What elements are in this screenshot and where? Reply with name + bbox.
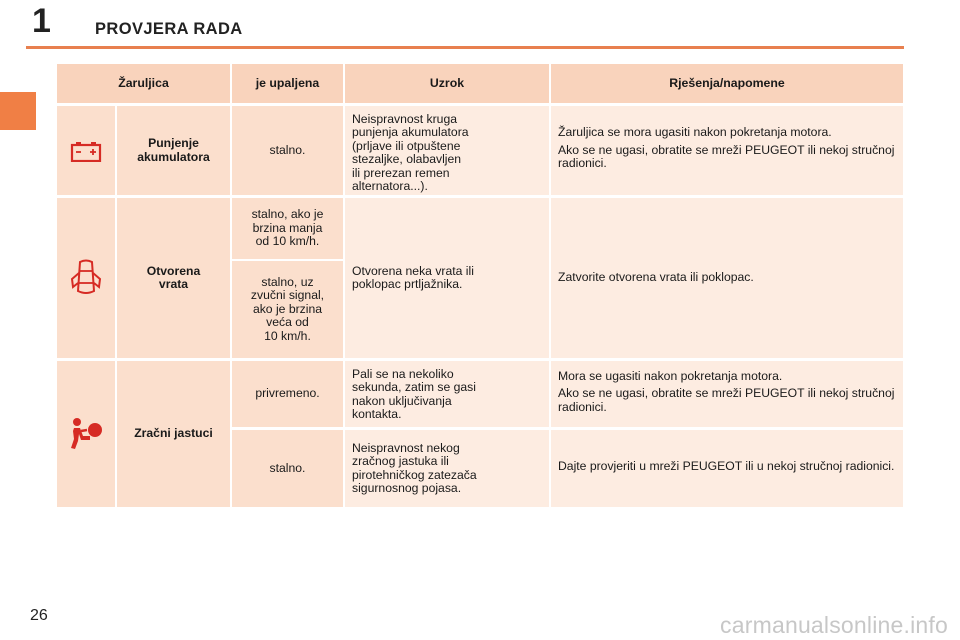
- solution-text: Ako se ne ugasi, obratite se mreži PEUGEOT ili nekoj stručnoj radionici.: [558, 386, 895, 414]
- row-cause-battery-charge: Neispravnost kruga punjenja akumulatora (prljave ili otpuštene stezaljke, olabavljen ili prerezan remen alternatora...).: [345, 106, 549, 195]
- chapter-tab-marker: [0, 92, 36, 130]
- chapter-number: 1: [32, 2, 51, 40]
- row-solutions-airbags-temporary: [551, 361, 903, 427]
- row-cause-open-doors: Otvorena neka vrata ili poklopac prtljažnika.: [345, 198, 549, 358]
- column-header-solutions: Rješenja/napomene: [551, 64, 903, 103]
- battery-icon-cell: [57, 106, 115, 195]
- page-number: 26: [30, 607, 48, 624]
- row-state-open-doors-low-speed: stalno, ako je brzina manja od 10 km/h.: [232, 198, 343, 259]
- column-header-lamp: Žaruljica: [57, 64, 230, 103]
- row-name-battery-charge: Punjenje akumulatora: [117, 106, 230, 195]
- row-name-airbags: Zračni jastuci: [117, 361, 230, 507]
- airbag-icon: [68, 417, 104, 451]
- row-solutions-airbags-permanent: [551, 430, 903, 507]
- solution-text: Žaruljica se mora ugasiti nakon pokretanja motora.: [558, 125, 832, 140]
- airbag-icon-cell: [57, 361, 115, 507]
- battery-icon: [70, 140, 102, 162]
- header-rule: [26, 46, 904, 49]
- row-state-airbags-temporary: privremeno.: [232, 361, 343, 427]
- open-door-icon-cell: [57, 198, 115, 358]
- solution-text: Dajte provjeriti u mreži PEUGEOT ili u nekoj stručnoj radionici.: [558, 458, 895, 473]
- watermark: carmanualsonline.info: [720, 612, 948, 638]
- column-header-cause: Uzrok: [345, 64, 549, 103]
- row-solutions-battery-charge: [551, 106, 903, 195]
- solution-text: Mora se ugasiti nakon pokretanja motora.: [558, 368, 783, 383]
- row-name-open-doors: Otvorena vrata: [117, 198, 230, 358]
- row-state-airbags-permanent: stalno.: [232, 430, 343, 507]
- solution-text: Ako se ne ugasi, obratite se mreži PEUGEOT ili nekoj stručnoj radionici.: [558, 142, 895, 171]
- row-cause-airbags-temporary: Pali se na nekoliko sekunda, zatim se gasi nakon uključivanja kontakta.: [345, 361, 549, 427]
- chapter-title: PROVJERA RADA: [95, 20, 243, 38]
- row-state-open-doors-high-speed: stalno, uz zvučni signal, ako je brzina veća od 10 km/h.: [232, 261, 343, 358]
- open-door-icon: [69, 259, 103, 297]
- row-solution-open-doors: Zatvorite otvorena vrata ili poklopac.: [551, 198, 903, 358]
- column-header-state: je upaljena: [232, 64, 343, 103]
- row-state-battery-charge: stalno.: [232, 106, 343, 195]
- row-cause-airbags-permanent: Neispravnost nekog zračnog jastuka ili pirotehničkog zatezača sigurnosnog pojasa.: [345, 430, 549, 507]
